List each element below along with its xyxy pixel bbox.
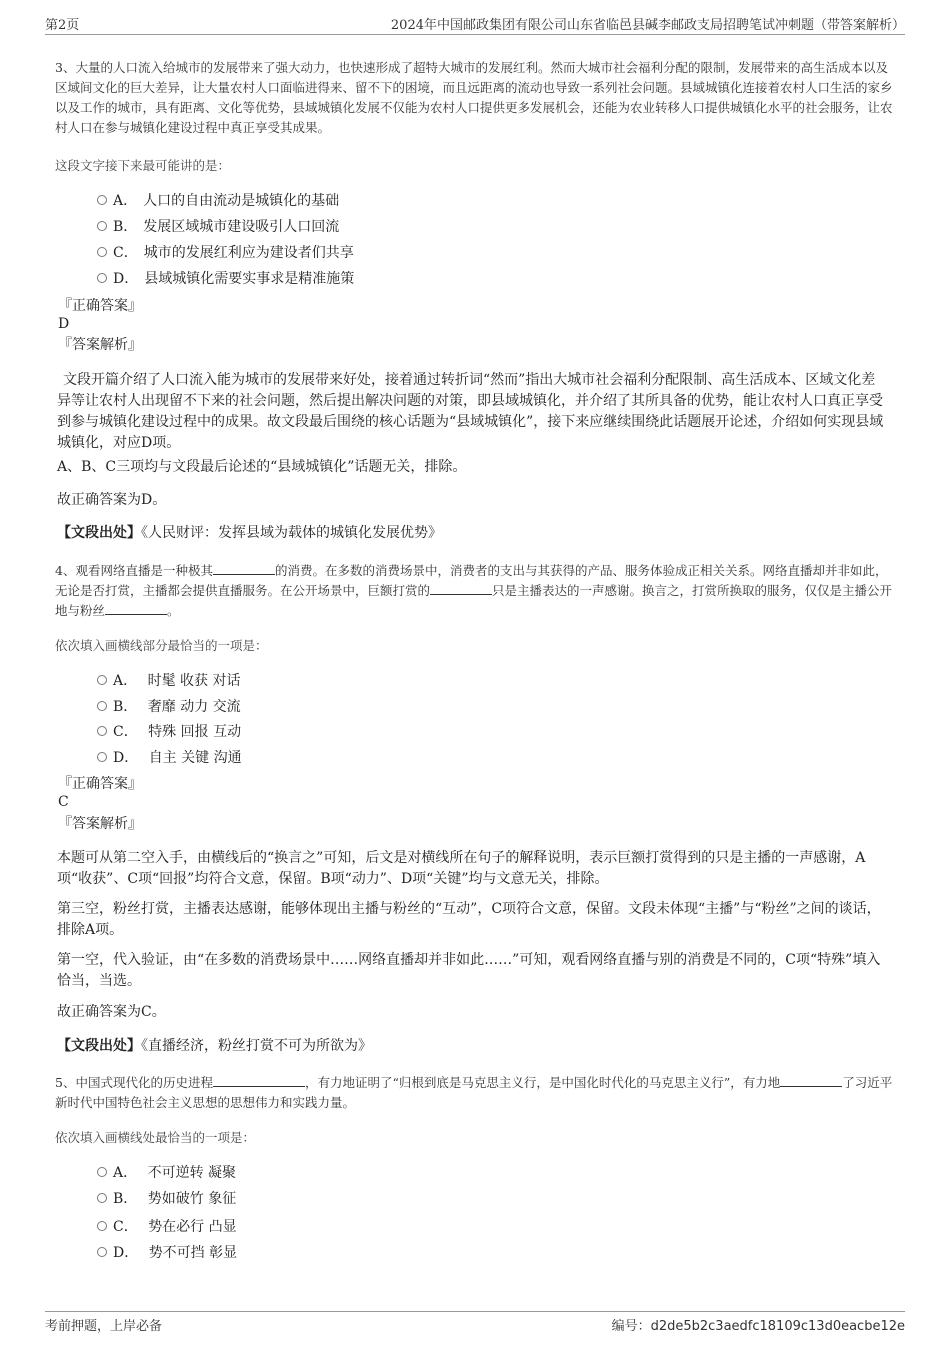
option-d[interactable]: D． 县域城镇化需要实事求是精准施策 <box>97 268 354 288</box>
radio-icon[interactable] <box>97 752 107 762</box>
analysis-conclusion: 故正确答案为C。 <box>57 1004 166 1020</box>
question-5 <box>55 1073 897 1113</box>
option-a[interactable]: A． 不可逆转 凝聚 <box>97 1162 236 1182</box>
option-c[interactable]: C． 城市的发展红利应为建设者们共享 <box>97 242 354 262</box>
option-b[interactable]: B． 势如破竹 象征 <box>97 1188 236 1208</box>
blank-1 <box>213 1074 305 1087</box>
option-a[interactable]: A． 时髦 收获 对话 <box>97 670 240 690</box>
question-4 <box>55 561 897 621</box>
analysis-label: 『答案解析』 <box>58 337 142 353</box>
option-c[interactable]: C． 势在必行 凸显 <box>97 1216 237 1236</box>
answer-value: C <box>58 794 69 810</box>
analysis-paragraph: 文段开篇介绍了人口流入能为城市的发展带来好处，接着通过转折词“然而”指出大城市社会福利分配限制、高生活成本、区域文化差异等让农村人出现留不下来的社会问题，然后提出解决问题的对策，即县域城镇化，并介绍了其所具备的优势，能让农村人口真正享受到参与城镇化建设过程中的成果。故文段最后围绕的核心话题为“县域城镇化”，接下来应继续围绕此话题展开论述，介绍如何实现县域城镇化，对应D项。 <box>57 372 884 451</box>
answer-value: D <box>58 316 70 332</box>
radio-icon[interactable] <box>97 1193 107 1203</box>
blank-3 <box>105 602 167 615</box>
radio-icon[interactable] <box>97 1221 107 1231</box>
blank-1 <box>213 562 275 575</box>
source-line: 【文段出处】《人民财评：发挥县域为载体的城镇化发展优势》 <box>57 525 442 541</box>
radio-icon[interactable] <box>97 247 107 257</box>
document-code: 编号：d2de5b2c3aedfc18109c13d0eacbe12e <box>611 1319 905 1334</box>
page-header <box>45 14 905 35</box>
analysis-paragraph: 第一空，代入验证，由“在多数的消费场景中……网络直播却并非如此……”可知，观看网络直播与别的消费是不同的，C项“特殊”填入恰当，当选。 <box>57 952 881 989</box>
option-a[interactable]: A． 人口的自由流动是城镇化的基础 <box>97 190 339 210</box>
question-text: 4、观看网络直播是一种极其 的消费。在多数的消费场景中，消费者的支出与其获得的产品、服务体验成正相关关系。网络直播却并非如此，无论是否打赏，主播都会提供直播服务。在公开场景中，巨额打赏的 只是主播表达的一声感谢。换言之，打赏所换取的服务，仅仅是主播公开地与粉丝 。 <box>55 563 893 618</box>
radio-icon[interactable] <box>97 726 107 736</box>
question-text: 5、中国式现代化的历史进程 ，有力地证明了“归根到底是马克思主义行，是中国化时代化的马克思主义行”，有力地 了习近平新时代中国特色社会主义思想的思想伟力和实践力量。 <box>55 1075 893 1110</box>
analysis-paragraph: 第三空，粉丝打赏，主播表达感谢，能够体现出主播与粉丝的“互动”，C项符合文意，保留。文段未体现“主播”与“粉丝”之间的谈话，排除A项。 <box>57 901 881 938</box>
option-b[interactable]: B． 发展区域城市建设吸引人口回流 <box>97 216 339 236</box>
source-line: 【文段出处】《直播经济，粉丝打赏不可为所欲为》 <box>57 1038 372 1054</box>
question-3 <box>55 58 897 138</box>
analysis-label: 『答案解析』 <box>58 816 142 832</box>
radio-icon[interactable] <box>97 1247 107 1257</box>
radio-icon[interactable] <box>97 195 107 205</box>
answer-label: 『正确答案』 <box>58 298 142 314</box>
radio-icon[interactable] <box>97 701 107 711</box>
option-b[interactable]: B． 奢靡 动力 交流 <box>97 696 241 716</box>
document-title: 2024年中国邮政集团有限公司山东省临邑县碱李邮政支局招聘笔试冲刺题（带答案解析） <box>390 18 905 33</box>
radio-icon[interactable] <box>97 1167 107 1177</box>
analysis-paragraph: A、B、C三项均与文段最后论述的“县域城镇化”话题无关，排除。 <box>57 459 467 475</box>
question-prompt: 依次填入画横线处最恰当的一项是： <box>55 1130 256 1145</box>
page-footer <box>45 1311 905 1334</box>
analysis-conclusion: 故正确答案为D。 <box>57 492 167 508</box>
blank-2 <box>430 582 492 595</box>
radio-icon[interactable] <box>97 273 107 283</box>
option-c[interactable]: C． 特殊 回报 互动 <box>97 721 241 741</box>
question-text: 3、大量的人口流入给城市的发展带来了强大动力，也快速形成了超特大城市的发展红利。然而大城市社会福利分配的限制，发展带来的高生活成本以及区域间文化的巨大差异，让大量农村人口面临进得来、留不下的困境，而且远距离的流动也导致一系列社会问题。县域城镇化连接着农村人口生活的家乡以及工作的城市，具有距离、文化等优势，县域城镇化发展不仅能为农村人口提供更多发展机会，还能为农业转移人口提供城镇化水平的社会服务，让农村人口在参与城镇化建设过程中真正享受其成果。 <box>55 60 893 135</box>
option-d[interactable]: D． 自主 关键 沟通 <box>97 747 242 767</box>
radio-icon[interactable] <box>97 221 107 231</box>
question-prompt: 依次填入画横线部分最恰当的一项是： <box>55 638 268 653</box>
radio-icon[interactable] <box>97 675 107 685</box>
footer-slogan: 考前押题，上岸必备 <box>45 1319 163 1334</box>
question-prompt: 这段文字接下来最可能讲的是： <box>55 158 231 173</box>
blank-2 <box>780 1074 842 1087</box>
analysis-paragraph: 本题可从第二空入手，由横线后的“换言之”可知，后文是对横线所在句子的解释说明，表示巨额打赏得到的只是主播的一声感谢，A项“收获”、C项“回报”均符合文意，保留。B项“动力”、D项“关键”均与文意无关，排除。 <box>57 850 866 887</box>
page-number: 第2页 <box>45 18 80 33</box>
option-d[interactable]: D． 势不可挡 彰显 <box>97 1242 237 1262</box>
answer-label: 『正确答案』 <box>58 776 142 792</box>
